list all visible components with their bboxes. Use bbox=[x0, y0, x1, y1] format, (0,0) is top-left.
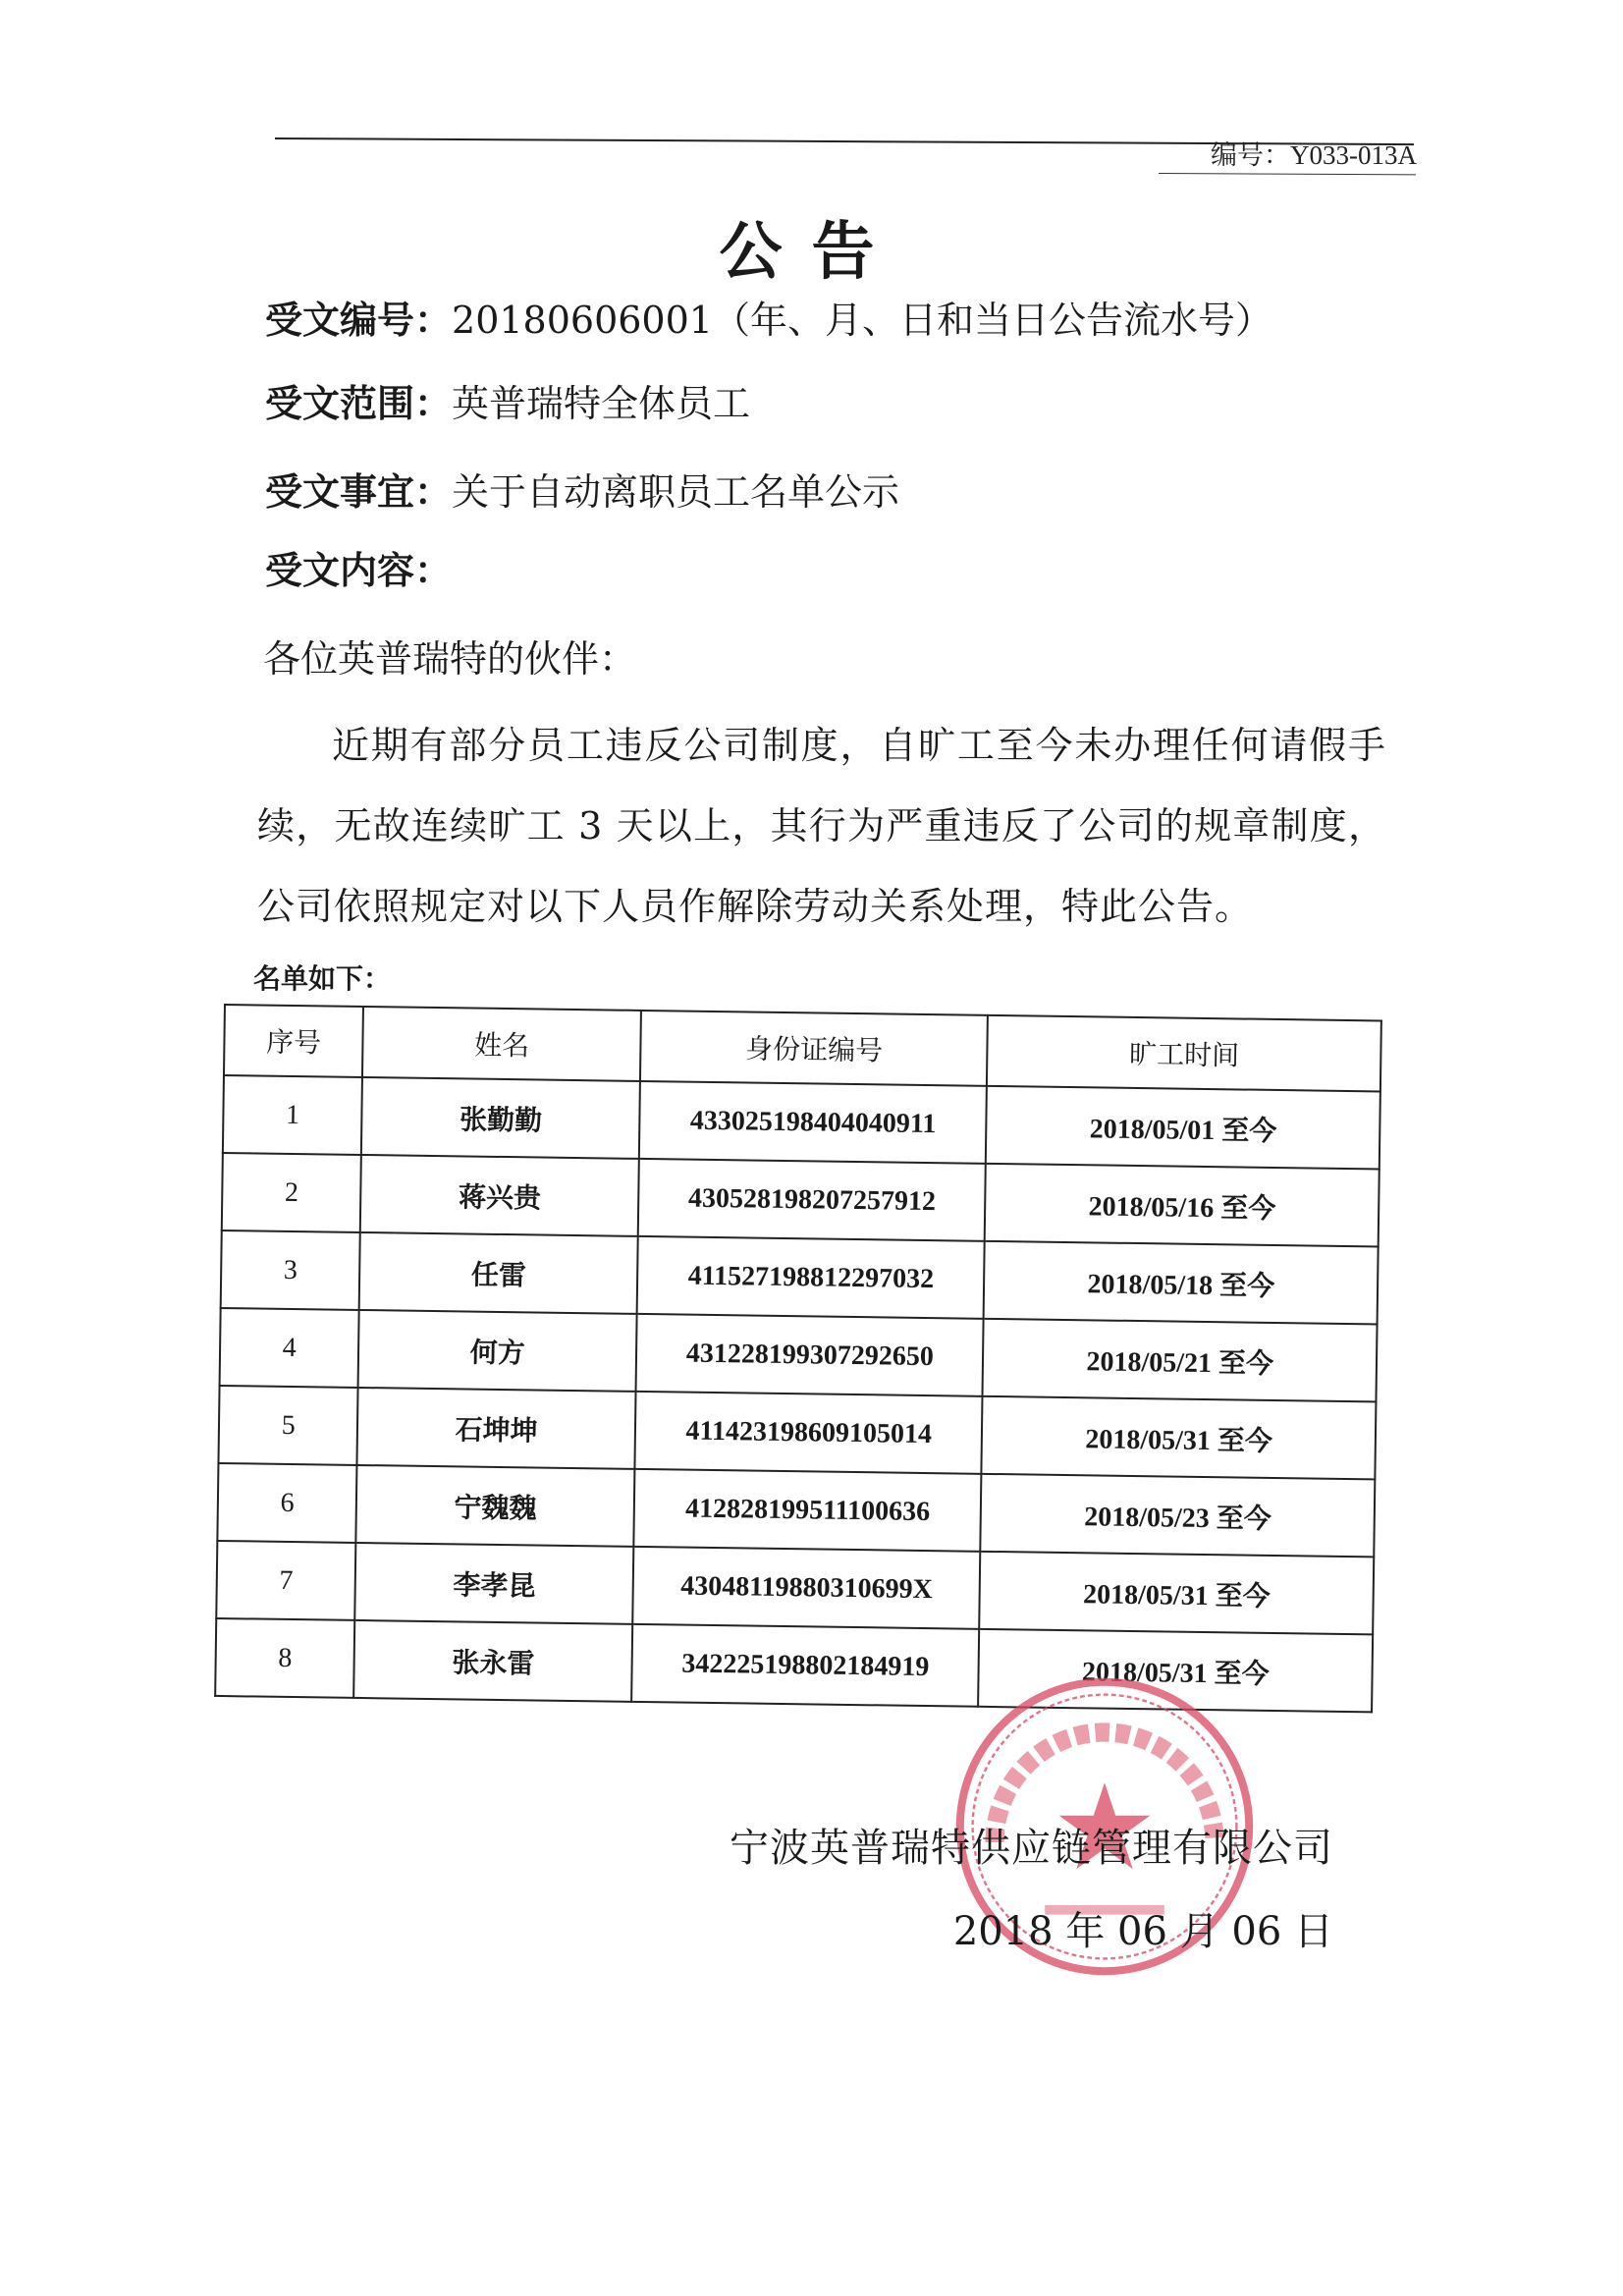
header-name: 姓名 bbox=[362, 1007, 641, 1081]
header-seq: 序号 bbox=[224, 1005, 363, 1077]
cell-id-number: 412828199511100636 bbox=[633, 1469, 981, 1552]
cell-id-number: 430528198207257912 bbox=[638, 1159, 986, 1241]
cell-absence-date: 2018/05/23 至今 bbox=[981, 1474, 1376, 1558]
field-label: 受文内容： bbox=[265, 549, 453, 592]
header-id-number: 身份证编号 bbox=[640, 1011, 988, 1086]
list-caption: 名单如下： bbox=[253, 962, 392, 995]
header-rule-underline bbox=[1159, 173, 1416, 175]
cell-seq: 7 bbox=[216, 1541, 355, 1620]
cell-absence-date: 2018/05/31 至今 bbox=[980, 1552, 1375, 1635]
cell-seq: 5 bbox=[218, 1386, 357, 1465]
cell-seq: 6 bbox=[217, 1463, 356, 1543]
company-name: 宁波英普瑞特供应链管理有限公司 bbox=[730, 1826, 1333, 1871]
cell-seq: 4 bbox=[220, 1308, 359, 1388]
field-value: 20180606001（年、月、日和当日公告流水号） bbox=[452, 299, 1272, 342]
body-paragraph: 近期有部分员工违反公司制度，自旷工至今未办理任何请假手续，无故连续旷工 3 天以上，其行为严重违反了公司的规章制度，公司依照规定对以下人员作解除劳动关系处理，特此公告。 bbox=[257, 724, 1386, 928]
document-number: 编号：Y033-013A bbox=[1211, 140, 1417, 170]
field-label: 受文编号： bbox=[265, 299, 453, 342]
cell-name: 李孝昆 bbox=[355, 1543, 634, 1624]
cell-name: 张勤勤 bbox=[361, 1077, 640, 1159]
field-scope bbox=[265, 373, 750, 427]
cell-id-number: 431228199307292650 bbox=[636, 1314, 984, 1396]
field-subject bbox=[265, 462, 899, 516]
greeting: 各位英普瑞特的伙伴： bbox=[263, 637, 637, 681]
cell-id-number: 433025198404040911 bbox=[639, 1081, 987, 1164]
cell-absence-date: 2018/05/18 至今 bbox=[984, 1241, 1379, 1325]
cell-seq: 2 bbox=[222, 1153, 361, 1232]
cell-id-number: 43048119880310699X bbox=[632, 1547, 980, 1629]
cell-seq: 3 bbox=[221, 1230, 360, 1310]
header-absence-date: 旷工时间 bbox=[987, 1015, 1380, 1092]
cell-id-number: 342225198802184919 bbox=[631, 1624, 979, 1707]
page-title: 公告 bbox=[719, 216, 904, 289]
cell-id-number: 411527198812297032 bbox=[637, 1236, 985, 1319]
cell-seq: 1 bbox=[223, 1075, 362, 1155]
sign-date: 2018 年 06 月 06 日 bbox=[952, 1909, 1333, 1954]
cell-absence-date: 2018/05/31 至今 bbox=[982, 1396, 1377, 1480]
field-value: 关于自动离职员工名单公示 bbox=[452, 470, 900, 514]
cell-name: 蒋兴贵 bbox=[360, 1155, 639, 1236]
cell-name: 石坤坤 bbox=[357, 1388, 636, 1469]
cell-id-number: 411423198609105014 bbox=[635, 1392, 983, 1474]
field-content bbox=[265, 540, 452, 594]
field-label: 受文范围： bbox=[265, 382, 453, 425]
cell-name: 何方 bbox=[358, 1310, 637, 1392]
employee-table bbox=[214, 1004, 1382, 1713]
cell-seq: 8 bbox=[215, 1618, 354, 1698]
cell-absence-date: 2018/05/21 至今 bbox=[983, 1319, 1378, 1402]
cell-name: 宁魏魏 bbox=[356, 1465, 635, 1547]
cell-absence-date: 2018/05/31 至今 bbox=[979, 1629, 1374, 1713]
cell-absence-date: 2018/05/01 至今 bbox=[986, 1086, 1380, 1170]
cell-name: 任雷 bbox=[359, 1232, 638, 1314]
cell-name: 张永雷 bbox=[354, 1620, 633, 1702]
field-doc-number bbox=[265, 290, 1272, 344]
cell-absence-date: 2018/05/16 至今 bbox=[985, 1164, 1380, 1247]
field-value: 英普瑞特全体员工 bbox=[452, 382, 751, 425]
field-label: 受文事宜： bbox=[265, 470, 453, 514]
